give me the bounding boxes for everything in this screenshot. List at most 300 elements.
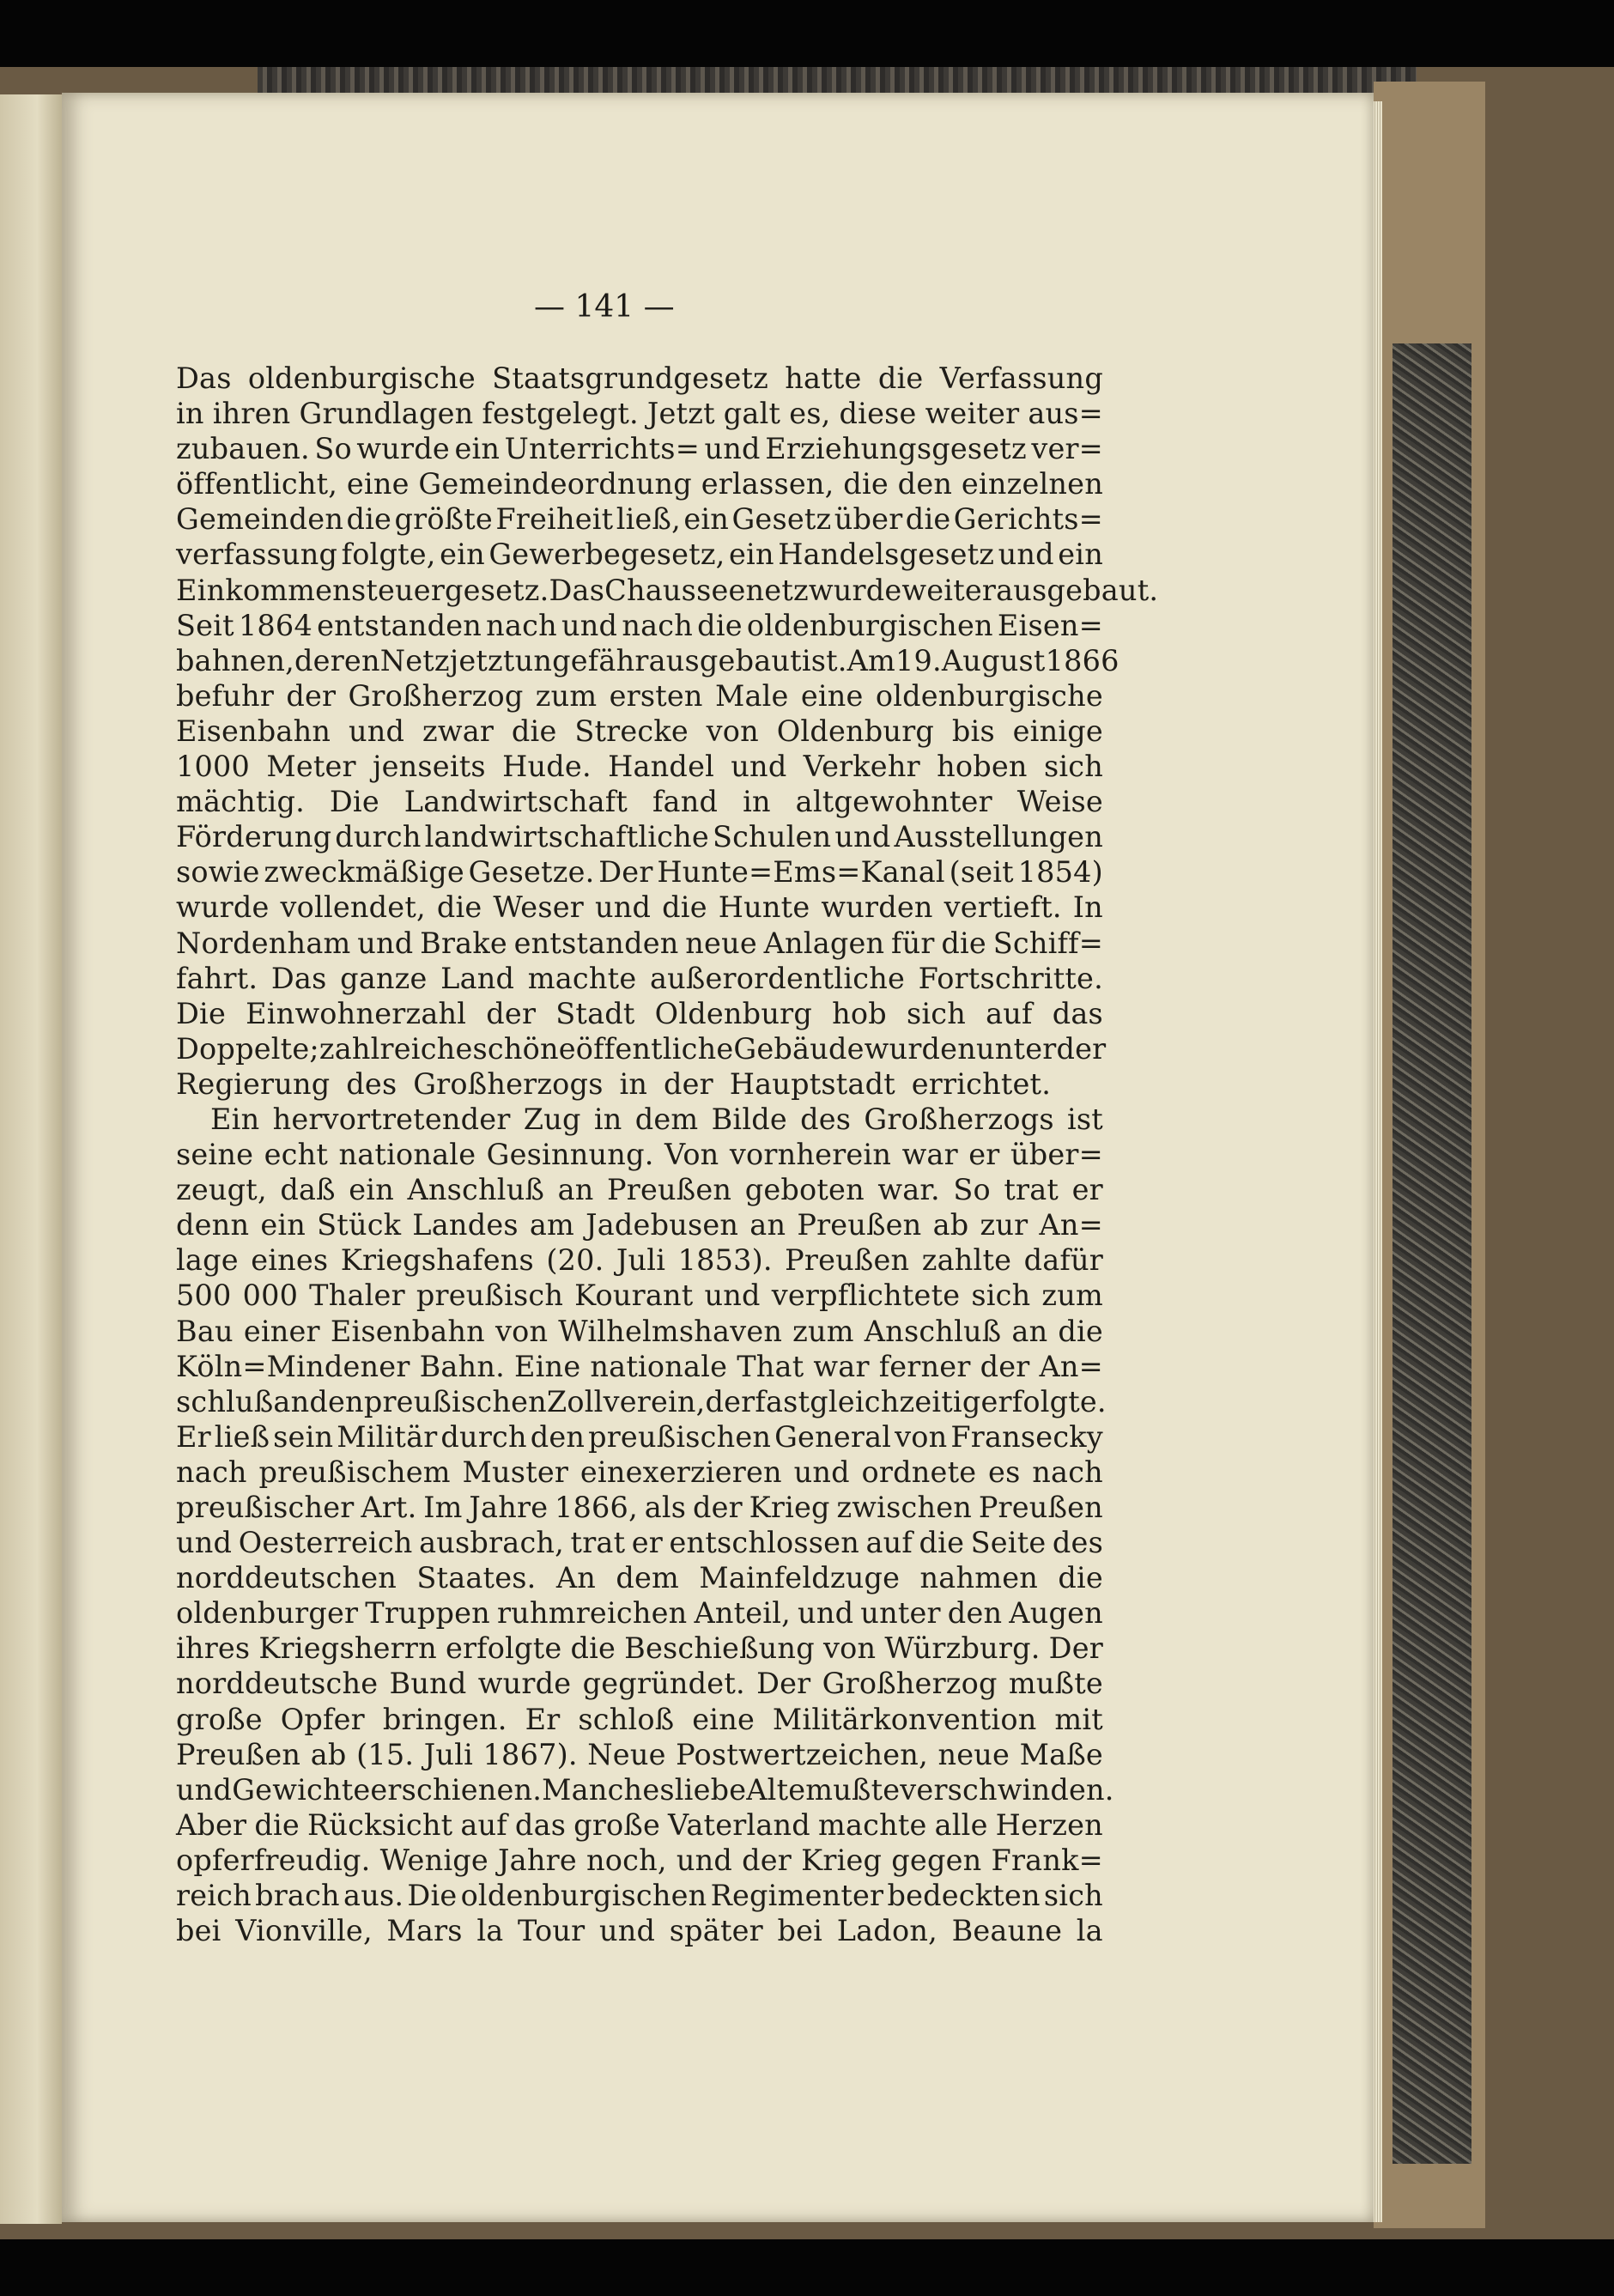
word: August [941,643,1046,677]
word: und [594,890,652,925]
word: verschwinden. [900,1772,1114,1807]
word: der [742,1843,792,1877]
word: gegründet. [582,1667,745,1701]
word: die [905,502,951,537]
word: Anschluß [864,1314,1002,1348]
text-line [176,1878,1103,1913]
text-line [176,926,1103,961]
text-line [176,784,1103,819]
word: und [704,432,761,466]
text-line [176,1560,1103,1595]
word: Kriegshafens [340,1243,534,1278]
word: er [968,1138,1000,1172]
word: vornherein [729,1138,892,1172]
word: der [692,1491,743,1524]
word: Augen [1009,1596,1103,1631]
word: ruhmreichen [496,1596,688,1631]
word: Postwertzeichen, [676,1737,928,1771]
word: durch [335,820,422,854]
word: Frank= [991,1843,1103,1877]
word: die [919,1526,965,1560]
word: fast [755,1384,810,1418]
word: sowie [176,855,260,890]
word: Staates. [416,1561,537,1595]
word: Hunte [718,890,810,925]
word: Der [1048,1631,1103,1666]
word: mußte [1008,1667,1103,1701]
word: und [731,750,787,784]
text-line [176,1172,1103,1207]
word: Stück [317,1208,402,1242]
word: Ladon, [836,1914,937,1948]
word: ausgebaut. [996,573,1159,607]
word: Oldenburg [776,714,935,748]
text-line [176,1031,1107,1066]
word: neue [685,926,757,960]
word: Truppen [365,1596,490,1631]
word: dem [634,1102,699,1136]
word: ab [310,1737,347,1771]
word: bahnen, [176,643,295,677]
word: Eisenbahn [176,714,331,748]
word: es [988,1455,1021,1489]
word: den [309,1384,364,1418]
word: ein [260,1208,306,1242]
word: alle [934,1807,988,1842]
word: öffentliche [575,1031,734,1066]
word: preußischem [258,1455,451,1489]
word: nationale [338,1138,476,1172]
word: den [947,1596,1003,1631]
word: unter [975,1031,1057,1066]
text-line [176,678,1103,714]
word: Großherzog [348,678,524,713]
word: galt [723,397,781,431]
word: fand [652,785,719,819]
word: Schiff= [992,926,1103,960]
word: ein [454,432,501,466]
word: norddeutsche [176,1667,379,1701]
word: ein [440,538,485,572]
word: ordnete [861,1455,977,1489]
word: Das [549,573,605,607]
word: Zollverein, [546,1384,706,1418]
word: Militärkonvention [772,1702,1037,1736]
word: Eisenbahn [330,1314,485,1348]
text-line [176,1772,1114,1807]
word: Gemeinden [176,502,344,537]
word: ließ, [616,502,681,537]
word: Vionville, [235,1914,373,1948]
text-line [176,573,1159,608]
word: Landes [412,1208,519,1242]
word: entstanden [513,926,679,960]
word: wurde [176,890,270,925]
word: Gewerbegesetz, [488,538,725,572]
word: preußischen [363,1384,547,1418]
word: schluß [176,1384,274,1418]
word: zwar [422,714,495,748]
word: eine [800,678,864,713]
word: und [676,1843,733,1877]
word: nationale [590,1349,728,1383]
word: Male [714,678,789,713]
word: Oldenburg [654,996,812,1030]
word: zubauen. [176,432,310,466]
word: in [743,785,771,819]
text-line [176,361,1103,396]
text-line [176,1843,1103,1878]
word: Jahre [469,1491,549,1524]
word: und [176,1526,233,1560]
word: oldenburgischen [746,608,993,642]
word: erfolgte [445,1631,562,1666]
word: zeugt, [176,1173,267,1207]
word: 1867). [482,1737,578,1771]
marbled-endpaper [1393,343,1471,2164]
word: Bahn. [419,1349,505,1383]
word: weiter [925,397,1020,431]
word: hatte [785,361,862,395]
word: Hunte=Ems=Kanal [657,855,945,890]
word: (20. [546,1243,604,1278]
word: und [357,926,414,960]
word: einexerzieren [579,1455,782,1489]
text-line [176,1137,1103,1172]
word: Zug [523,1102,581,1136]
word: und [798,1596,854,1631]
word: Großherzogs [864,1102,1054,1136]
word: zahlte [921,1243,1012,1278]
word: Staatsgrundgesetz [492,361,769,395]
word: dem [616,1561,679,1595]
word: er [1071,1173,1103,1207]
word: Das [270,961,327,995]
word: später [669,1914,763,1948]
word: die [436,890,482,925]
word: Krieg [801,1843,883,1877]
word: Landwirtschaft [404,785,628,819]
word: dafür [1023,1243,1103,1278]
word: Thaler [309,1279,405,1313]
word: liebe [674,1772,747,1807]
word: Fortschritte. [918,961,1103,995]
word: die [662,890,707,925]
word: Gesetze. [468,855,595,890]
word: war. [877,1173,940,1207]
text-line [176,890,1103,925]
word: Gerichts= [953,502,1103,537]
word: er [631,1526,664,1560]
word: eine [692,1702,755,1736]
word: des [800,1102,852,1136]
word: Seit [176,608,234,642]
word: Am [846,643,896,677]
word: 500 [176,1279,232,1313]
word: für [891,926,935,960]
word: hob [832,996,887,1030]
text-line [176,608,1103,643]
word: die [843,467,889,501]
word: gegen [891,1843,982,1877]
word: bei [777,1914,823,1948]
text-line [176,749,1103,784]
word: auf [460,1807,507,1842]
word: Gewichte [232,1772,371,1807]
word: neue [937,1737,1010,1771]
word: Großherzog [822,1667,998,1701]
word: trat [570,1526,626,1560]
text-line [176,1102,1103,1137]
word: Neue [587,1737,666,1771]
word: Erziehungsgesetz [765,432,1027,466]
word: über [834,502,903,537]
word: nach [1032,1455,1103,1489]
word: ab [932,1208,969,1242]
word: an [273,1384,310,1418]
text-line [176,431,1103,466]
word: Handel [608,750,715,784]
word: Schulen [712,820,832,854]
text-line: Regierung des Großherzogs in der Hauptstadt errichtet. [176,1066,1052,1101]
word: sich [1043,1879,1103,1913]
word: an [1011,1314,1048,1348]
word: oldenburgischen [460,1879,707,1913]
word: Vaterland [668,1807,810,1842]
word: Unterrichts= [504,432,700,466]
word: Er [176,1419,211,1454]
word: schöne [472,1031,576,1066]
word: Doppelte; [176,1031,319,1066]
word: bedeckten [887,1879,1041,1913]
word: Maße [1019,1737,1103,1771]
text-line [176,1278,1103,1313]
word: einzelnen [961,467,1103,501]
word: die [697,608,743,642]
word: Preußen [785,1243,910,1278]
word: ganze [340,961,428,995]
word: ersten [609,678,703,713]
word: An= [1039,1208,1103,1242]
word: oldenburger [176,1596,359,1631]
word: auf [986,996,1033,1030]
word: ausgebaut [648,643,802,677]
word: die [511,714,557,748]
word: 1866 [1045,643,1119,677]
word: Eisen= [997,608,1103,642]
word: echt [264,1138,329,1172]
word: mächtig. [176,785,305,819]
word: sich [1043,750,1103,784]
word: und [834,820,891,854]
word: Das [176,361,232,395]
word: Der [598,855,653,890]
word: sich [971,1279,1031,1313]
word: Juli [616,1243,666,1278]
word: die [570,1631,616,1666]
word: am [529,1208,574,1242]
word: Weser [493,890,584,925]
word: Bund [389,1667,467,1701]
word: Preußen [176,1737,301,1771]
text-line [176,1807,1103,1843]
word: an [557,1173,594,1207]
word: lage [176,1243,239,1278]
text-line [176,1595,1103,1631]
text-line [176,1419,1103,1455]
word: Rücksicht [306,1807,453,1842]
word: erlassen, [701,467,834,501]
text-line [176,996,1103,1031]
word: ein [729,538,774,572]
word: Kriegsherrn [258,1631,437,1666]
page-number-text: — 141 — [534,289,675,325]
word: diese [839,397,917,431]
word: von [495,1314,549,1348]
word: (seit [949,855,1014,890]
word: Brake [420,926,507,960]
word: ausbrach, [419,1526,565,1560]
word: festgelegt. [482,397,639,431]
text-line [176,1242,1103,1278]
word: Preußen [797,1208,922,1242]
word: Alte [746,1772,806,1807]
word: von [895,1419,948,1454]
word: Jadebusen [586,1208,739,1242]
word: gleichzeitig [810,1384,981,1418]
body-text [176,361,1159,1948]
word: geboten [744,1173,865,1207]
word: den [530,1419,586,1454]
text-line [176,1525,1103,1560]
word: Eine [513,1349,581,1383]
word: Bau [176,1314,234,1348]
word: Seite [970,1526,1047,1560]
text-line [176,643,1119,678]
word: hoben [937,750,1028,784]
word: ist [1067,1102,1103,1136]
text-line [176,1913,1103,1948]
word: ferner [878,1349,971,1383]
word: nach [486,608,557,642]
word: ihren [212,397,291,431]
word: schloß [578,1702,675,1736]
word: Er [525,1702,561,1736]
text-line [176,466,1103,501]
word: (15. [356,1737,415,1771]
word: Einkommensteuergesetz. [176,573,549,607]
word: 19. [895,643,942,677]
word: zum [1041,1279,1103,1313]
text-line [176,501,1103,537]
word: an [749,1208,786,1242]
word: Jetzt [646,397,715,431]
word: oldenburgische [247,361,476,395]
word: das [1052,996,1103,1030]
word: nach [622,608,694,642]
word: daß [280,1173,336,1207]
word: Fransecky [950,1419,1103,1454]
word: Die [407,1879,458,1913]
text-line [176,1490,1103,1525]
word: außerordentliche [649,961,906,995]
text-line [176,714,1103,749]
word: auf [865,1526,913,1560]
word: Regimenter [710,1879,884,1913]
word: Muster [462,1455,569,1489]
word: Herzen [995,1807,1103,1842]
word: und [793,1455,850,1489]
word: Anteil, [694,1596,791,1631]
text-line [176,1455,1103,1490]
facing-page-edge [0,94,62,2224]
word: mit [1054,1702,1103,1736]
word: Der [756,1667,811,1701]
word: Art. [361,1491,417,1524]
word: einige [1012,714,1103,748]
word: große [573,1807,661,1842]
word: war [813,1349,870,1383]
word: Kourant [574,1279,694,1313]
word: wurde [808,573,902,607]
word: in [176,397,204,431]
word: Juli [423,1737,473,1771]
word: Netz [379,643,450,677]
word: wurde [356,432,450,466]
word: und [704,1279,761,1313]
word: Krieg [749,1491,830,1524]
word: Weise [1016,785,1103,819]
word: An= [1039,1349,1103,1383]
word: Mars [386,1914,463,1948]
word: preußisch [416,1279,564,1313]
word: ein [683,502,730,537]
word: Handelsgesetz [778,538,995,572]
text-line [176,961,1103,996]
word: es, [789,397,831,431]
word: unter [860,1596,941,1631]
word: oldenburgische [875,678,1103,713]
word: 1854) [1017,855,1103,890]
word: ließ [214,1419,270,1454]
word: mußte [805,1772,901,1807]
word: die [1058,1561,1103,1595]
word: verpflichtete [771,1279,961,1313]
word: General [774,1419,892,1454]
text-line [176,1384,1107,1419]
text-line [176,854,1103,890]
word: über= [1010,1138,1103,1172]
word: An [555,1561,596,1595]
word: größte [394,502,493,537]
word: den [897,467,953,501]
word: Die [329,785,379,819]
word: und [598,1914,656,1948]
word: der [286,678,337,713]
word: seine [176,1138,254,1172]
word: eines [251,1243,329,1278]
word: Von [664,1138,719,1172]
word: Preußen [607,1173,732,1207]
text-line [176,1702,1103,1737]
text-line [176,1737,1103,1772]
word: noch, [586,1843,667,1877]
word: Würzburg. [884,1631,1041,1666]
word: vollendet, [280,890,426,925]
word: la [1076,1914,1103,1948]
text-line [176,396,1103,431]
word: ungefähr [514,643,649,677]
